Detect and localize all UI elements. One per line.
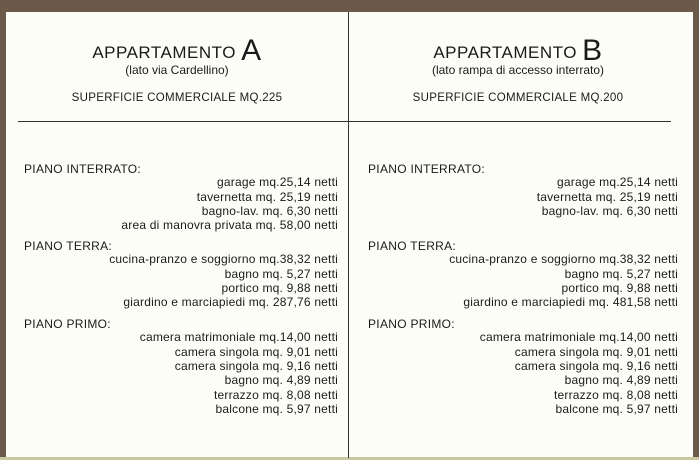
- apartment-b-room-row: balcone mq. 5,97 netti: [555, 402, 678, 416]
- apartment-a-room-row: tavernetta mq. 25,19 netti: [196, 190, 338, 204]
- apartment-b-surface: SUPERFICIE COMMERCIALE MQ.200: [412, 92, 624, 104]
- apartment-b-room-row: portico mq. 9,88 netti: [561, 281, 678, 295]
- apartment-b-floor-heading: PIANO PRIMO:: [368, 317, 455, 331]
- apartment-b-room-row: bagno mq. 5,27 netti: [564, 267, 678, 281]
- apartment-a-room-row: balcone mq. 5,97 netti: [215, 402, 338, 416]
- apartment-a-room-row: bagno-lav. mq. 6,30 netti: [201, 204, 338, 218]
- apartment-a-room-row: giardino e marciapiedi mq. 287,76 netti: [123, 295, 338, 309]
- apartment-b-floor-heading: PIANO INTERRATO:: [368, 162, 486, 176]
- header-rule-b: [349, 121, 671, 122]
- header-rule-a: [18, 121, 348, 122]
- apartment-a-room-row: terrazzo mq. 8,08 netti: [214, 388, 338, 402]
- apartment-b-room-row: camera singola mq. 9,16 netti: [514, 359, 678, 373]
- apartment-b-room-row: tavernetta mq. 25,19 netti: [536, 190, 678, 204]
- apartment-b-room-row: terrazzo mq. 8,08 netti: [554, 388, 678, 402]
- apartment-a-room-row: bagno mq. 4,89 netti: [224, 373, 338, 387]
- apartment-b-room-row: bagno mq. 4,89 netti: [564, 373, 678, 387]
- apartment-a-room-row: area di manovra privata mq. 58,00 netti: [121, 218, 338, 232]
- apartment-b-subtitle: (lato rampa di accesso interrato): [431, 63, 605, 77]
- column-divider: [348, 12, 349, 458]
- apartment-a-title-word: APPARTAMENTO: [92, 43, 236, 62]
- apartment-b-floor-heading: PIANO TERRA:: [368, 239, 457, 253]
- apartment-a-surface: SUPERFICIE COMMERCIALE MQ.225: [71, 92, 283, 104]
- apartment-a-room-row: bagno mq. 5,27 netti: [224, 267, 338, 281]
- apartment-a-room-row: camera matrimoniale mq.14,00 netti: [139, 330, 338, 344]
- apartment-b-room-row: cucina-pranzo e soggiorno mq.38,32 netti: [449, 252, 678, 266]
- apartment-b-title-word: APPARTAMENTO: [433, 43, 577, 62]
- apartment-b-room-row: camera singola mq. 9,01 netti: [514, 345, 678, 359]
- right-frame-bar: [693, 12, 699, 460]
- apartment-a-room-row: garage mq.25,14 netti: [217, 175, 338, 189]
- apartment-b-room-row: bagno-lav. mq. 6,30 netti: [541, 204, 678, 218]
- apartment-a-room-row: camera singola mq. 9,01 netti: [174, 345, 338, 359]
- apartment-a-title-letter: A: [241, 34, 262, 67]
- apartment-a-floor-heading: PIANO PRIMO:: [24, 317, 111, 331]
- apartment-a-room-row: camera singola mq. 9,16 netti: [174, 359, 338, 373]
- apartment-b-room-row: giardino e marciapiedi mq. 481,58 netti: [463, 295, 678, 309]
- apartment-a-floor-heading: PIANO INTERRATO:: [24, 162, 142, 176]
- apartment-a-room-row: cucina-pranzo e soggiorno mq.38,32 netti: [109, 252, 338, 266]
- apartment-a-room-row: portico mq. 9,88 netti: [221, 281, 338, 295]
- top-frame-bar: [0, 0, 699, 12]
- apartment-b-title-letter: B: [582, 34, 603, 67]
- apartment-b-room-row: camera matrimoniale mq.14,00 netti: [479, 330, 678, 344]
- apartment-b-room-row: garage mq.25,14 netti: [557, 175, 678, 189]
- apartment-a-floor-heading: PIANO TERRA:: [24, 239, 113, 253]
- apartment-a-subtitle: (lato via Cardellino): [125, 63, 229, 77]
